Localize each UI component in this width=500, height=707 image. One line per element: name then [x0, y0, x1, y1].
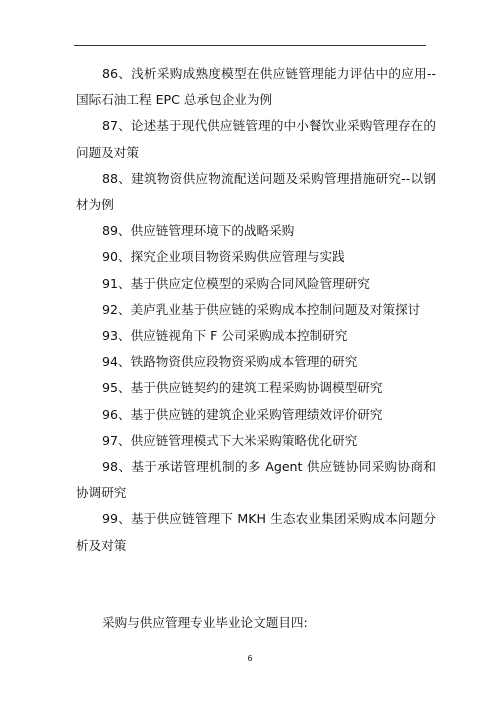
list-item: 97、供应链管理模式下大米采购策略优化研究 [102, 432, 358, 448]
list-item: 96、基于供应链的建筑企业采购管理绩效评价研究 [102, 406, 383, 422]
list-item: 89、供应链管理环境下的战略采购 [102, 223, 295, 239]
list-item: 86、浅析采购成熟度模型在供应链管理能力评估中的应用--国际石油工程 EPC 总承包企业为例 [76, 66, 436, 108]
list-item: 92、美庐乳业基于供应链的采购成本控制问题及对策探讨 [102, 301, 421, 317]
list-item: 91、基于供应定位模型的采购合同风险管理研究 [102, 275, 370, 291]
section-heading: 采购与供应管理专业毕业论文题目四: [102, 615, 308, 630]
list-item: 94、铁路物资供应段物资采购成本管理的研究 [102, 354, 358, 370]
list-item: 87、论述基于现代供应链管理的中小餐饮业采购管理存在的问题及对策 [76, 118, 436, 160]
list-item: 99、基于供应链管理下 MKH 生态农业集团采购成本问题分析及对策 [76, 511, 436, 553]
header-rule [74, 45, 426, 46]
list-item: 93、供应链视角下 F 公司采购成本控制研究 [102, 328, 348, 344]
list-item: 95、基于供应链契约的建筑工程采购协调模型研究 [102, 380, 383, 396]
list-item: 88、建筑物资供应物流配送问题及采购管理措施研究--以钢材为例 [76, 170, 436, 213]
thesis-title-list [76, 61, 436, 559]
page-number: 6 [247, 654, 253, 663]
list-item: 98、基于承诺管理机制的多 Agent 供应链协同采购协商和协调研究 [76, 459, 436, 501]
list-item: 90、探究企业项目物资采购供应管理与实践 [102, 249, 345, 265]
